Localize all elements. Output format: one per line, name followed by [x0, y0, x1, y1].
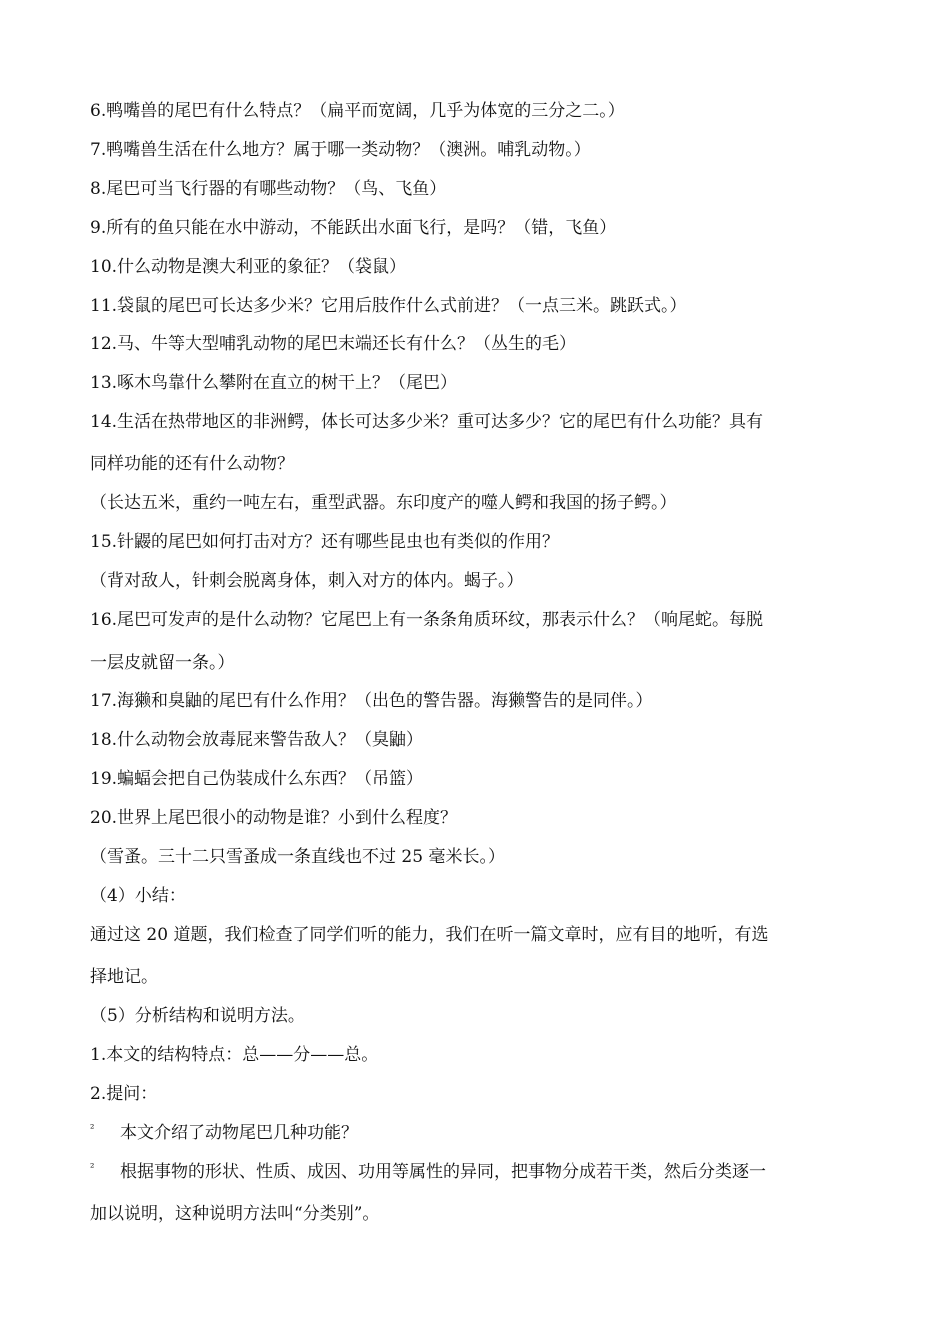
bullet-text: 本文介绍了动物尾巴几种功能？ — [120, 1123, 358, 1143]
text-line: 通过这 20 道题，我们检查了同学们听的能力，我们在听一篇文章时，应有目的地听，有选 — [90, 925, 769, 945]
text-line: 2.提问： — [90, 1084, 158, 1104]
bullet-mark: ² — [90, 1122, 95, 1135]
text-line: 14.生活在热带地区的非洲鳄，体长可达多少米？重可达多少？它的尾巴有什么功能？具有 — [90, 412, 764, 432]
text-line: 13.啄木鸟靠什么攀附在直立的树干上？（尾巴） — [90, 373, 458, 393]
text-line: （雪蚤。三十二只雪蚤成一条直线也不过 25 毫米长。） — [90, 847, 505, 867]
bullet-item — [90, 1122, 870, 1144]
text-line: 6.鸭嘴兽的尾巴有什么特点？（扁平而宽阔，几乎为体宽的三分之二。） — [90, 101, 625, 121]
section-heading: （4）小结： — [90, 886, 186, 906]
text-line: 同样功能的还有什么动物？ — [90, 454, 294, 474]
text-line: 8.尾巴可当飞行器的有哪些动物？（鸟、飞鱼） — [90, 179, 447, 199]
text-line: 18.什么动物会放毒屁来警告敌人？（臭鼬） — [90, 730, 424, 750]
text-line: 择地记。 — [90, 967, 158, 987]
text-line: 一层皮就留一条。） — [90, 653, 235, 673]
text-line: （背对敌人，针刺会脱离身体，刺入对方的体内。蝎子。） — [90, 571, 524, 591]
text-line: 10.什么动物是澳大利亚的象征？（袋鼠） — [90, 257, 407, 277]
text-line: 15.针鼹的尾巴如何打击对方？还有哪些昆虫也有类似的作用？ — [90, 532, 560, 552]
section-heading: （5）分析结构和说明方法。 — [90, 1006, 305, 1026]
text-line: 12.马、牛等大型哺乳动物的尾巴末端还长有什么？（丛生的毛） — [90, 334, 577, 354]
text-line: 20.世界上尾巴很小的动物是谁？小到什么程度？ — [90, 808, 458, 828]
text-line: 7.鸭嘴兽生活在什么地方？属于哪一类动物？（澳洲。哺乳动物。） — [90, 140, 591, 160]
text-line: 16.尾巴可发声的是什么动物？它尾巴上有一条条角质环纹，那表示什么？（响尾蛇。每脱 — [90, 610, 764, 630]
text-line: 9.所有的鱼只能在水中游动，不能跃出水面飞行，是吗？（错，飞鱼） — [90, 218, 617, 238]
text-line: （长达五米，重约一吨左右，重型武器。东印度产的噬人鳄和我国的扬子鳄。） — [90, 493, 677, 513]
text-line: 17.海獭和臭鼬的尾巴有什么作用？（出色的警告器。海獭警告的是同伴。） — [90, 691, 653, 711]
text-line: 19.蝙蝠会把自己伪装成什么东西？（吊篮） — [90, 769, 424, 789]
bullet-item — [90, 1161, 870, 1183]
text-line: 加以说明，这种说明方法叫“分类别”。 — [90, 1204, 380, 1224]
bullet-text: 根据事物的形状、性质、成因、功用等属性的异同，把事物分成若干类，然后分类逐一 — [120, 1162, 766, 1182]
text-line: 1.本文的结构特点：总——分——总。 — [90, 1045, 379, 1065]
text-line: 11.袋鼠的尾巴可长达多少米？它用后肢作什么式前进？（一点三米。跳跃式。） — [90, 296, 687, 316]
bullet-mark: ² — [90, 1161, 95, 1174]
